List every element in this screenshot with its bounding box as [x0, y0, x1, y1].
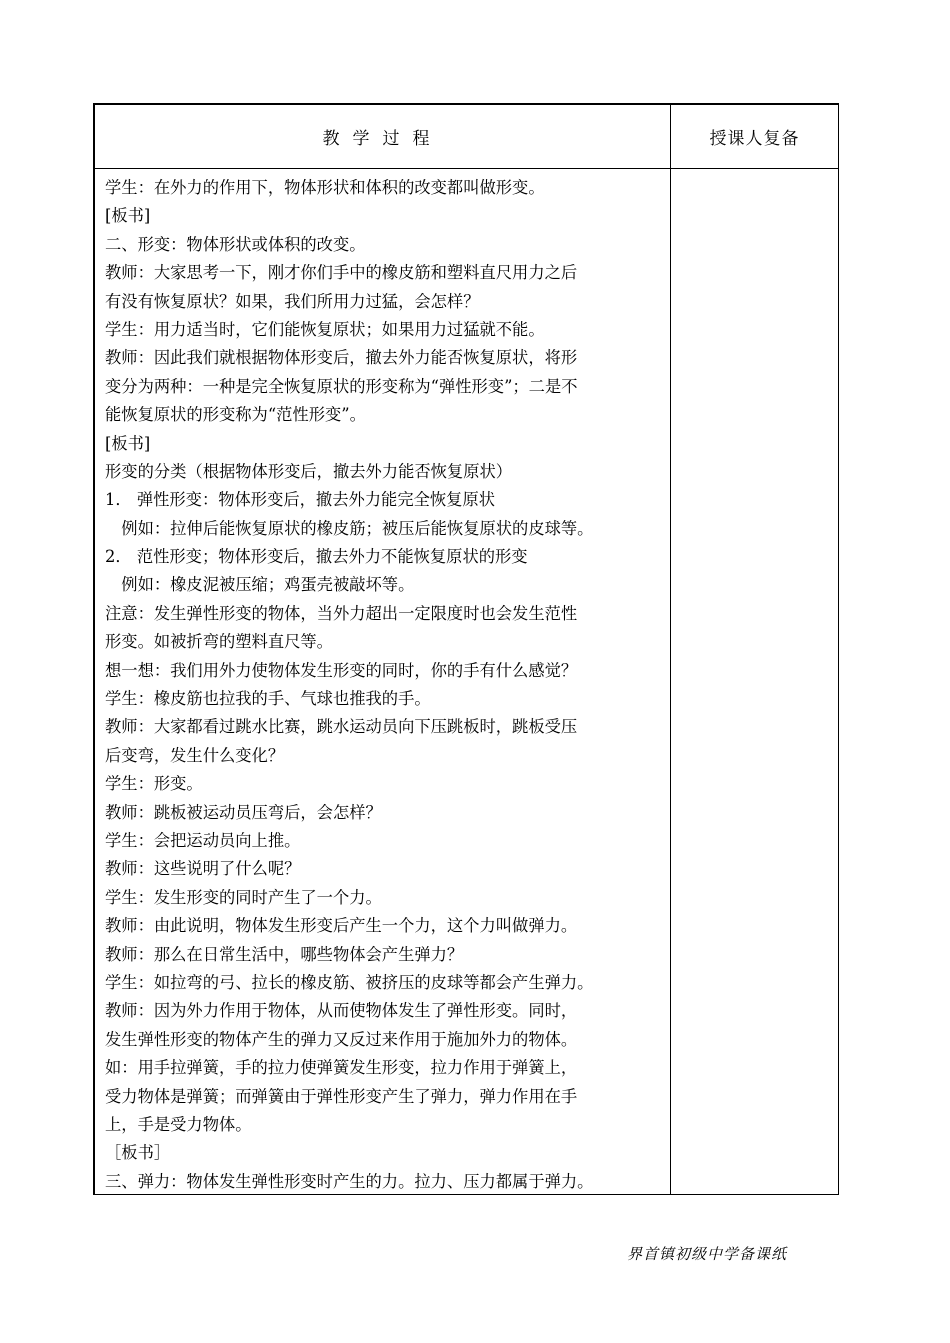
- content-line: 有没有恢复原状？如果，我们所用力过猛，会怎样？: [105, 291, 480, 311]
- table-header-row: [95, 105, 838, 169]
- content-line: 2． 范性形变；物体形变后，撤去外力不能恢复原状的形变: [105, 547, 528, 567]
- header-teacher-review: 授课人复备: [709, 129, 800, 149]
- content-line: 受力物体是弹簧；而弹簧由于弹性形变产生了弹力，弹力作用在手: [105, 1086, 578, 1106]
- content-line: 教师：大家思考一下，刚才你们手中的橡皮筋和塑料直尺用力之后: [105, 263, 578, 283]
- content-line: 上，手是受力物体。: [105, 1114, 252, 1134]
- content-line: 能恢复原状的形变称为“范性形变”。: [105, 405, 366, 425]
- content-line: 学生：如拉弯的弓、拉长的橡皮筋、被挤压的皮球等都会产生弹力。: [105, 972, 594, 992]
- content-line: ［板书］: [105, 1143, 171, 1163]
- content-line: 想一想：我们用外力使物体发生形变的同时，你的手有什么感觉？: [105, 660, 578, 680]
- content-line: 例如：拉伸后能恢复原状的橡皮筋；被压后能恢复原状的皮球等。: [105, 518, 594, 538]
- content-line: 如：用手拉弹簧，手的拉力使弹簧发生形变，拉力作用于弹簧上，: [105, 1058, 578, 1078]
- content-line: 形变的分类（根据物体形变后，撤去外力能否恢复原状）: [105, 461, 513, 481]
- content-line: 发生弹性形变的物体产生的弹力又反过来作用于施加外力的物体。: [105, 1029, 578, 1049]
- content-line: 教师：大家都看过跳水比赛，跳水运动员向下压跳板时，跳板受压: [105, 717, 578, 737]
- lesson-table: [93, 103, 839, 1195]
- page-footer: 界首镇初级中学备课纸: [627, 1245, 788, 1263]
- content-line: [板书]: [105, 206, 151, 226]
- content-line: 教师：因为外力作用于物体，从而使物体发生了弹性形变。同时，: [105, 1001, 578, 1021]
- header-teaching-process: 教学过程: [322, 129, 443, 149]
- column-divider: [670, 105, 671, 1194]
- content-line: 学生：橡皮筋也拉我的手、气球也推我的手。: [105, 689, 431, 709]
- content-line: 三、弹力：物体发生弹性形变时产生的力。拉力、压力都属于弹力。: [105, 1171, 594, 1191]
- content-line: 教师：因此我们就根据物体形变后，撤去外力能否恢复原状，将形: [105, 348, 578, 368]
- content-line: 形变。如被折弯的塑料直尺等。: [105, 632, 333, 652]
- content-line: 后变弯，发生什么变化？: [105, 745, 285, 765]
- content-line: 二、形变：物体形状或体积的改变。: [105, 234, 366, 254]
- teaching-content: [105, 174, 661, 1196]
- content-line: 教师：跳板被运动员压弯后，会怎样？: [105, 802, 382, 822]
- content-line: 学生：形变。: [105, 774, 203, 794]
- content-line: 1． 弹性形变：物体形变后，撤去外力能完全恢复原状: [105, 490, 496, 510]
- content-line: 教师：那么在日常生活中，哪些物体会产生弹力？: [105, 944, 464, 964]
- content-line: 学生：会把运动员向上推。: [105, 830, 301, 850]
- content-line: 例如：橡皮泥被压缩；鸡蛋壳被敲坏等。: [105, 575, 415, 595]
- content-line: 学生：在外力的作用下，物体形状和体积的改变都叫做形变。: [105, 178, 545, 197]
- content-line: 学生：发生形变的同时产生了一个力。: [105, 887, 382, 907]
- content-line: 学生：用力适当时，它们能恢复原状；如果用力过猛就不能。: [105, 319, 545, 339]
- content-line: 注意：发生弹性形变的物体，当外力超出一定限度时也会发生范性: [105, 603, 578, 623]
- content-line: 变分为两种：一种是完全恢复原状的形变称为“弹性形变”；二是不: [105, 376, 578, 396]
- content-line: 教师：这些说明了什么呢？: [105, 859, 301, 879]
- content-line: [板书]: [105, 433, 151, 453]
- content-line: 教师：由此说明，物体发生形变后产生一个力，这个力叫做弹力。: [105, 916, 578, 936]
